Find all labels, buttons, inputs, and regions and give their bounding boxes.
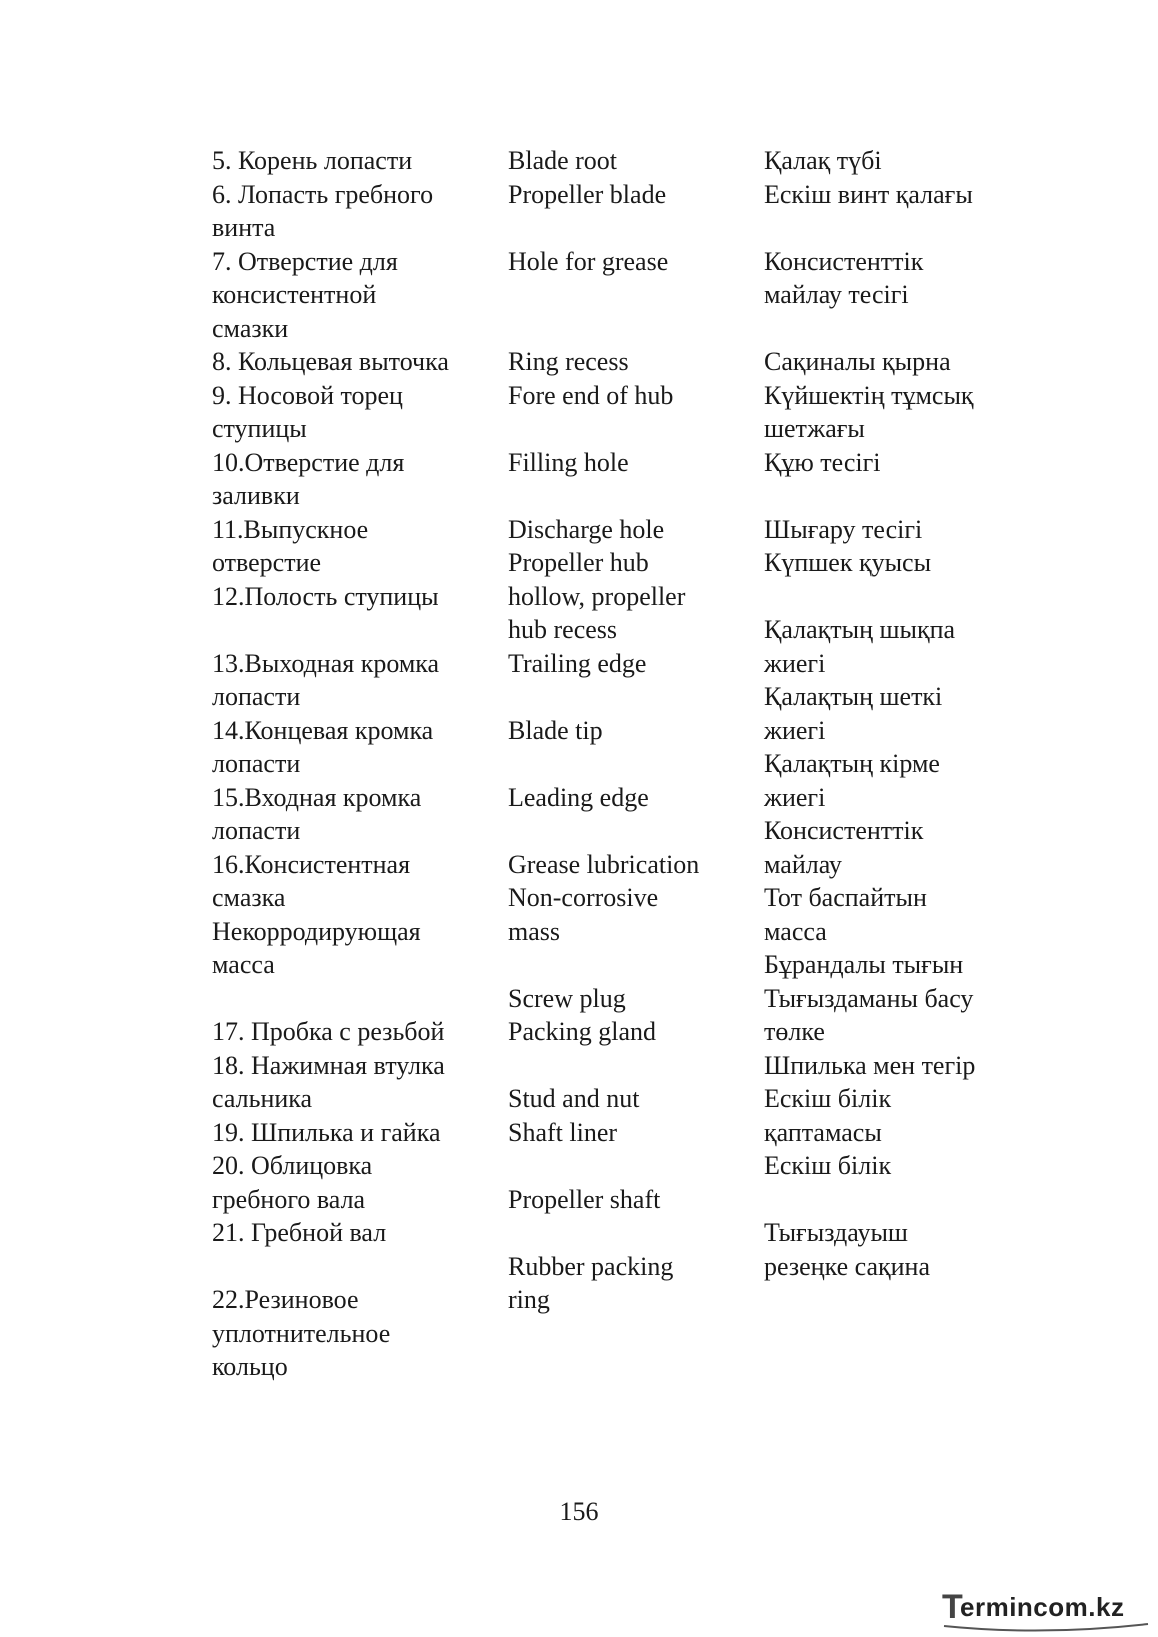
kz-term-line: Тығыздаманы басу (764, 983, 974, 1013)
kz-term-line: жиегі (764, 782, 826, 812)
ru-term-line: винта (212, 213, 276, 242)
en-term-line: Propeller hub (508, 548, 649, 577)
ru-term-line: лопасти (212, 816, 301, 845)
kz-term-line: төлке (764, 1017, 825, 1046)
ru-term-line: сальника (212, 1084, 313, 1113)
ru-term-line: 13.Выходная кромка (212, 648, 440, 678)
ru-term-line: 7. Отверстие для (212, 246, 398, 276)
ru-term-line: 18. Нажимная втулка (212, 1050, 445, 1080)
kz-term-line: Ескіш білік (764, 1084, 892, 1113)
en-term-line (508, 814, 738, 848)
ru-term-line (212, 1250, 482, 1284)
en-term-line: Hole for grease (508, 246, 669, 276)
en-term-line (508, 479, 738, 513)
english-terms-column (508, 144, 738, 1317)
kz-term-line: жиегі (764, 648, 826, 678)
kz-term-line: қаптамасы (764, 1117, 882, 1147)
page-number: 156 (559, 1497, 599, 1526)
kz-term-line: Ескіш білік (764, 1151, 892, 1180)
en-term-line (508, 312, 738, 346)
en-term-line: Propeller blade (508, 179, 667, 209)
kz-term-line: Тот баспайтын (764, 883, 927, 912)
en-term-line: Blade tip (508, 715, 603, 745)
kz-term-line: Бұрандалы тығын (764, 950, 964, 979)
kz-term-line (764, 580, 1014, 614)
en-term-line: Leading edge (508, 782, 649, 812)
ru-term-line: 17. Пробка с резьбой (212, 1017, 445, 1046)
en-term-line: Blade root (508, 146, 618, 175)
en-term-line: Non-corrosive (508, 883, 659, 912)
ru-term-line: масса (212, 950, 275, 979)
ru-term-line: консистентной (212, 280, 377, 309)
ru-term-line: кольцо (212, 1352, 288, 1381)
ru-term-line: смазки (212, 313, 289, 343)
kz-term-line: масса (764, 916, 827, 946)
en-term-line: mass (508, 916, 560, 946)
russian-terms-column (212, 144, 482, 1384)
ru-term-line: гребного вала (212, 1184, 366, 1214)
kz-term-line (764, 479, 1014, 513)
ru-term-line: уплотнительное (212, 1318, 391, 1348)
ru-term-line: 21. Гребной вал (212, 1218, 387, 1247)
termincom-logo[interactable] (942, 1588, 1152, 1632)
en-term-line (508, 278, 738, 312)
ru-term-line: заливки (212, 481, 300, 510)
kz-term-line: жиегі (764, 715, 826, 745)
ru-term-line: 9. Носовой торец (212, 380, 403, 410)
en-term-line: Propeller shaft (508, 1184, 661, 1214)
ru-term-line: 8. Кольцевая выточка (212, 347, 449, 376)
kz-term-line: шетжағы (764, 414, 865, 443)
kz-term-line (764, 1183, 1014, 1217)
en-term-line: Fore end of hub (508, 380, 674, 410)
kz-term-line: Консистенттік (764, 246, 924, 276)
kz-term-line: Қалақтың шеткі (764, 682, 943, 711)
ru-term-line: отверстие (212, 548, 322, 577)
ru-term-line: Некорродирующая (212, 916, 421, 946)
kz-term-line: майлау (764, 849, 842, 879)
en-term-line: Screw plug (508, 983, 626, 1013)
en-term-line (508, 1216, 738, 1250)
logo-swoosh-icon (942, 1622, 1152, 1634)
kz-term-line: Шығару тесігі (764, 514, 923, 544)
ru-term-line: 22.Резиновое (212, 1285, 359, 1314)
en-term-line (508, 747, 738, 781)
en-term-line (508, 948, 738, 982)
en-term-line: Stud and nut (508, 1084, 640, 1113)
ru-term-line: 6. Лопасть гребного (212, 179, 434, 209)
en-term-line: Rubber packing (508, 1251, 674, 1281)
en-term-line: Trailing edge (508, 648, 647, 678)
logo-text: ermincom.kz (960, 1592, 1125, 1622)
kz-term-line: резеңке сақина (764, 1251, 931, 1281)
ru-term-line: 12.Полость ступицы (212, 581, 439, 611)
ru-term-line: 15.Входная кромка (212, 782, 422, 812)
ru-term-line: лопасти (212, 682, 301, 711)
kz-term-line: Консистенттік (764, 816, 924, 845)
ru-term-line: 20. Облицовка (212, 1151, 373, 1180)
kz-term-line: Қалақ түбі (764, 146, 882, 175)
en-term-line (508, 1049, 738, 1083)
kz-term-line: Құю тесігі (764, 447, 881, 477)
ru-term-line: 10.Отверстие для (212, 447, 405, 477)
en-term-line: hollow, propeller (508, 581, 686, 611)
kz-term-line: Тығыздауыш (764, 1218, 908, 1247)
kz-term-line: Сақиналы қырна (764, 347, 951, 376)
kz-term-line: Қалақтың кірме (764, 749, 940, 778)
ru-term-line: ступицы (212, 414, 307, 443)
kz-term-line (764, 312, 1014, 346)
en-term-line: hub recess (508, 615, 618, 644)
kz-term-line: Ескіш винт қалағы (764, 179, 973, 209)
ru-term-line: 19. Шпилька и гайка (212, 1117, 441, 1147)
logo-initial: T (942, 1588, 963, 1626)
ru-term-line: 5. Корень лопасти (212, 146, 413, 175)
en-term-line: Packing gland (508, 1017, 657, 1046)
ru-term-line: 14.Концевая кромка (212, 715, 434, 745)
en-term-line: Grease lubrication (508, 849, 700, 879)
en-term-line: Discharge hole (508, 514, 665, 544)
kz-term-line: Күпшек қуысы (764, 548, 932, 577)
en-term-line (508, 211, 738, 245)
en-term-line (508, 680, 738, 714)
en-term-line (508, 1149, 738, 1183)
kz-term-line: Күйшектің тұмсық (764, 380, 974, 410)
kz-term-line (764, 211, 1014, 245)
kazakh-terms-column (764, 144, 1014, 1283)
ru-term-line: 11.Выпускное (212, 514, 369, 544)
ru-term-line (212, 982, 482, 1016)
kz-term-line: майлау тесігі (764, 280, 909, 309)
ru-term-line (212, 613, 482, 647)
en-term-line: Ring recess (508, 347, 629, 376)
en-term-line: Shaft liner (508, 1117, 618, 1147)
en-term-line: Filling hole (508, 447, 629, 477)
ru-term-line: лопасти (212, 749, 301, 778)
en-term-line (508, 412, 738, 446)
ru-term-line: смазка (212, 883, 286, 912)
kz-term-line: Шпилька мен тегір (764, 1050, 976, 1080)
en-term-line: ring (508, 1285, 550, 1314)
ru-term-line: 16.Консистентная (212, 849, 411, 879)
kz-term-line: Қалақтың шықпа (764, 615, 956, 644)
